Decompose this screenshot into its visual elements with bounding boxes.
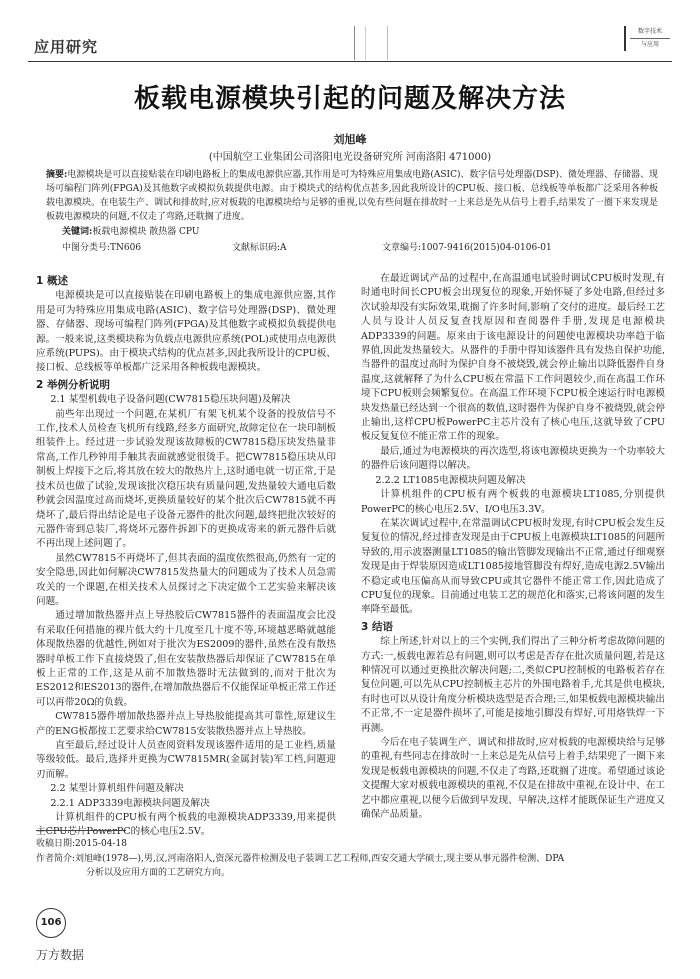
keywords (62, 224, 199, 237)
right-column (361, 272, 665, 822)
received-date: 收稿日期:2015-04-18 (36, 839, 127, 849)
left-paragraph: 通过增加散热器并点上导热胶后CW7815器件的表面温度会比没有采取任何措施的裸片低大约十几度至几十度不等,环境越恶略就越能体现散热器的优越性,例如对于批次为ES2009的器件,虽然在没有散热器时单板工作下直接烧毁了,但在安装散热器后却保证了CW7815在单板上正常的工作,这是从前不加散热器时无法做到的,而对于批次为ES2012和ES2013的器件,在增加散热器后不仅能保证单板正常工作还可以再带20Ω的负载。 (36, 610, 336, 708)
article-title: 板载电源模块引起的问题及解决方法 (133, 84, 566, 114)
clc-number: 中图分类号:TN606 (62, 243, 142, 253)
left-paragraph: CW7815器件增加散热器并点上导热胶能提高其可靠性,原建议生产的ENG板都按工艺要求给CW7815安装散热器并点上导热胶。 (36, 711, 336, 737)
left-heading: 2.2.1 ADP3339电源模块问题及解决 (50, 797, 210, 809)
journal-mark-line2: 与应用 (640, 41, 659, 48)
left-heading: 2.2 某型计算机组件问题及解决 (50, 783, 184, 795)
document-code: 文献标识码:A (232, 243, 287, 253)
right-heading: 3 结语 (361, 620, 393, 633)
author-bio (36, 852, 666, 880)
left-heading: 1 概述 (36, 275, 68, 287)
left-heading: 2 举例分析说明 (36, 378, 110, 391)
abstract-label: 摘要: (46, 170, 68, 180)
left-paragraph: 计算机组件的CPU板有两个板载的电源模块ADP3339,用来提供主CPU芯片PowerPC的核心电压2.5V。 (36, 812, 336, 838)
abstract-text: 电源模块是可以直接贴装在印刷电路板上的集成电源供应器,其作用是可为特殊应用集成电路(ASIC)、数字信号处理器(DSP)、微处理器、存储器、现场可编程门阵列(FPGA)及其他数字或模拟负载提供电源。由于模块式的结构优点甚多,因此我所设计的CPU板、接口板、总线板等单板都广泛采用各种板载电源模块。在电装生产、调试和排故时,应对板载的电源模块给与足够的重视,以免有些问题在排故时一上来总是先从信号上着手,结果发了一圈下来发现是板载电源模块的问题,不仅走了弯路,还耽搁了进度。 (46, 170, 659, 222)
footnote-divider (36, 830, 126, 831)
right-paragraph: 在某次调试过程中,在常温调试CPU板时发现,有时CPU板会发生反复复位的情况,经过排查发现是由于CPU板上电源模块LT1085的问题所导致的,用示波器测量LT1085的输出管脚发现输出不正常,通过仔细观察发现是由于焊装原因造成LT1085接地管脚没有焊好,造成电源2.5V输出不稳定或电压偏高从而导致CPU或其它器件不能正常工作,因此造成了CPU复位的现象。目前通过电装工艺的规范化和落实,已将该问题的发生率降至最低。 (361, 517, 665, 616)
author-bio-line2: 分析以及应用方面的工艺研究方向。 (86, 868, 231, 878)
journal-mark (624, 26, 670, 51)
article-number: 文章编号:1007-9416(2015)04-0106-01 (382, 243, 552, 253)
right-paragraph: 在最近调试产品的过程中,在高温通电试验时调试CPU板时发现,有时通电时间长CPU板会出现复位的现象,开始怀疑了多处电路,但经过多次试验却没有实际效果,耽搁了许多时间,影响了交付的进度。最后经工艺人员与设计人员反复查找原因和查阅器件手册,发现是电源模块ADP3339的问题。原来由于该电源设计的问题使电源模块功率趋于临界值,因此发热量较大。从器件的手册中得知该器件具有发热自保护功能,当器件的温度过高时为保护自身不被烧毁,就会停止输出以降低器件自身温度,这就解释了为什么CPU板在常温下工作问题较少,而在高温工作环境下CPU板则会频繁复位。在高温工作环境下CPU板全速运行时电源模块发热量已经达到一个很高的数值,这时器件为保护自身不被烧毁,就会停止输出,这样CPU板PowerPC主芯片没有了核心电压,这就导致了CPU板反复复位不能正常工作的现象。 (361, 273, 665, 443)
journal-mark-line1: 数字技术 (630, 26, 670, 39)
page-header (28, 22, 672, 62)
left-paragraph: 前些年出现过一个问题,在某机厂有架飞机某个设备的投放信号不工作,技术人员检查飞机所有线路,经多方面研究,故障定位在一块印制板组装件上。经过进一步试验发现该故障板的CW7815稳压块发热量非常高,工作几秒钟用手触其表面就感觉很烫手。把CW7815稳压块从印制板上焊接下之后,将其放在较大的散热片上,这时通电就一切正常,于是技术员也做了试验,发现该批次稳压块有质量问题,发热量较大通电后数秒就会因温度过高而烧坏,更换质量较好的某个批次后CW7815就不再烧坏了,最后得出结论是电子设备元器件的批次问题,最终把批次较好的元器件寄到总装厂,将烧坏元器件拆卸下的更换成寄来的新元器件后就不再出现上述问题了。 (36, 408, 336, 550)
author-name: 刘旭峰 (333, 133, 367, 146)
header-divider (354, 26, 388, 60)
left-column (36, 272, 336, 840)
page-number: 106 (36, 908, 66, 938)
author-affiliation: (中国航空工业集团公司洛阳电光设备研究所 河南洛阳 471000) (208, 152, 492, 163)
right-paragraph: 综上所述,针对以上的三个实例,我们得出了三种分析考虑故障问题的方式:一,板载电源若总有问题,则可以考虑是否存在批次质量问题,若是这种情况可以通过更换批次解决问题;二,类似CPU控制板的电路板若存在复位问题,可以先从CPU控制板主芯片的外围电路着手,尤其是供电模块,有时也可以从设计角度分析模块选型是否合理;三,如果板载电源模块输出不正常,不一定是器件损坏了,可能是接地引脚没有焊好,可用烙铁焊一下再测。 (361, 636, 665, 734)
author-bio-line1: 作者简介:刘旭峰(1978—),男,汉,河南洛阳人,资深元器件检测及电子装调工艺工程师,西安交通大学硕士,现主要从事元器件检测、DPA (36, 854, 565, 864)
keywords-label: 关键词: (62, 227, 93, 237)
abstract (46, 168, 658, 224)
right-paragraph: 今后在电子装调生产、调试和排故时,应对板载的电源模块给与足够的重视,有些同志在排故时一上来总是先从信号上着手,结果兜了一圈下来发现是板载电源模块的问题,不仅走了弯路,还耽搁了进度。希望通过该论文提醒大家对板载电源模块的重视,不仅是在排故中重视,在设计中、在工艺中都应重视,以便今后做到早发现、早解决,这样才能既保证生产进度又确保产品质量。 (361, 737, 665, 821)
watermark: 万方数据 (36, 948, 85, 962)
right-paragraph: 计算机组件的CPU板有两个板载的电源模块LT1085,分别提供PowerPC的核心电压2.5V、I/O电压3.3V。 (361, 489, 665, 515)
section-label: 应用研究 (34, 38, 99, 56)
left-paragraph: 虽然CW7815不再烧坏了,但其表面的温度依然很高,仍然有一定的安全隐患,因此如何解决CW7815发热量大的问题成为了技术人员急需攻关的一个课题,在相关技术人员探讨之下决定做个工艺实验来解决该问题。 (36, 552, 336, 607)
right-paragraph: 最后,通过为电源模块的再次选型,将该电源模块更换为一个功率较大的器件后该问题得以解决。 (361, 445, 665, 472)
left-paragraph: 电源模块是可以直接贴装在印刷电路板上的集成电源供应器,其作用是可为特殊应用集成电路(ASIC)、数字信号处理器(DSP)、微处理器、存储器、现场可编程门阵列(FPGA)及其他数字或模拟负载提供电源。一般来说,这类模块称为负载点电源供应系统(POL)或使用点电源供应系统(PUPS)。由于模块式结构的优点甚多,因此我所设计的CPU板、接口板、总线板等单板都广泛采用各种板载电源模块。 (36, 290, 336, 374)
left-heading: 2.1 某型机载电子设备问题(CW7815稳压块问题)及解决 (50, 394, 291, 406)
keywords-text: 板载电源模块 散热器 CPU (92, 227, 200, 237)
left-paragraph: 直至最后,经过设计人员查阅资料发现该器件适用的是工业档,质量等级较低。最后,选择并更换为CW7815MR(金属封装)军工档,问题迎刃而解。 (36, 740, 336, 780)
right-heading: 2.2.2 LT1085电源模块问题及解决 (375, 474, 526, 486)
